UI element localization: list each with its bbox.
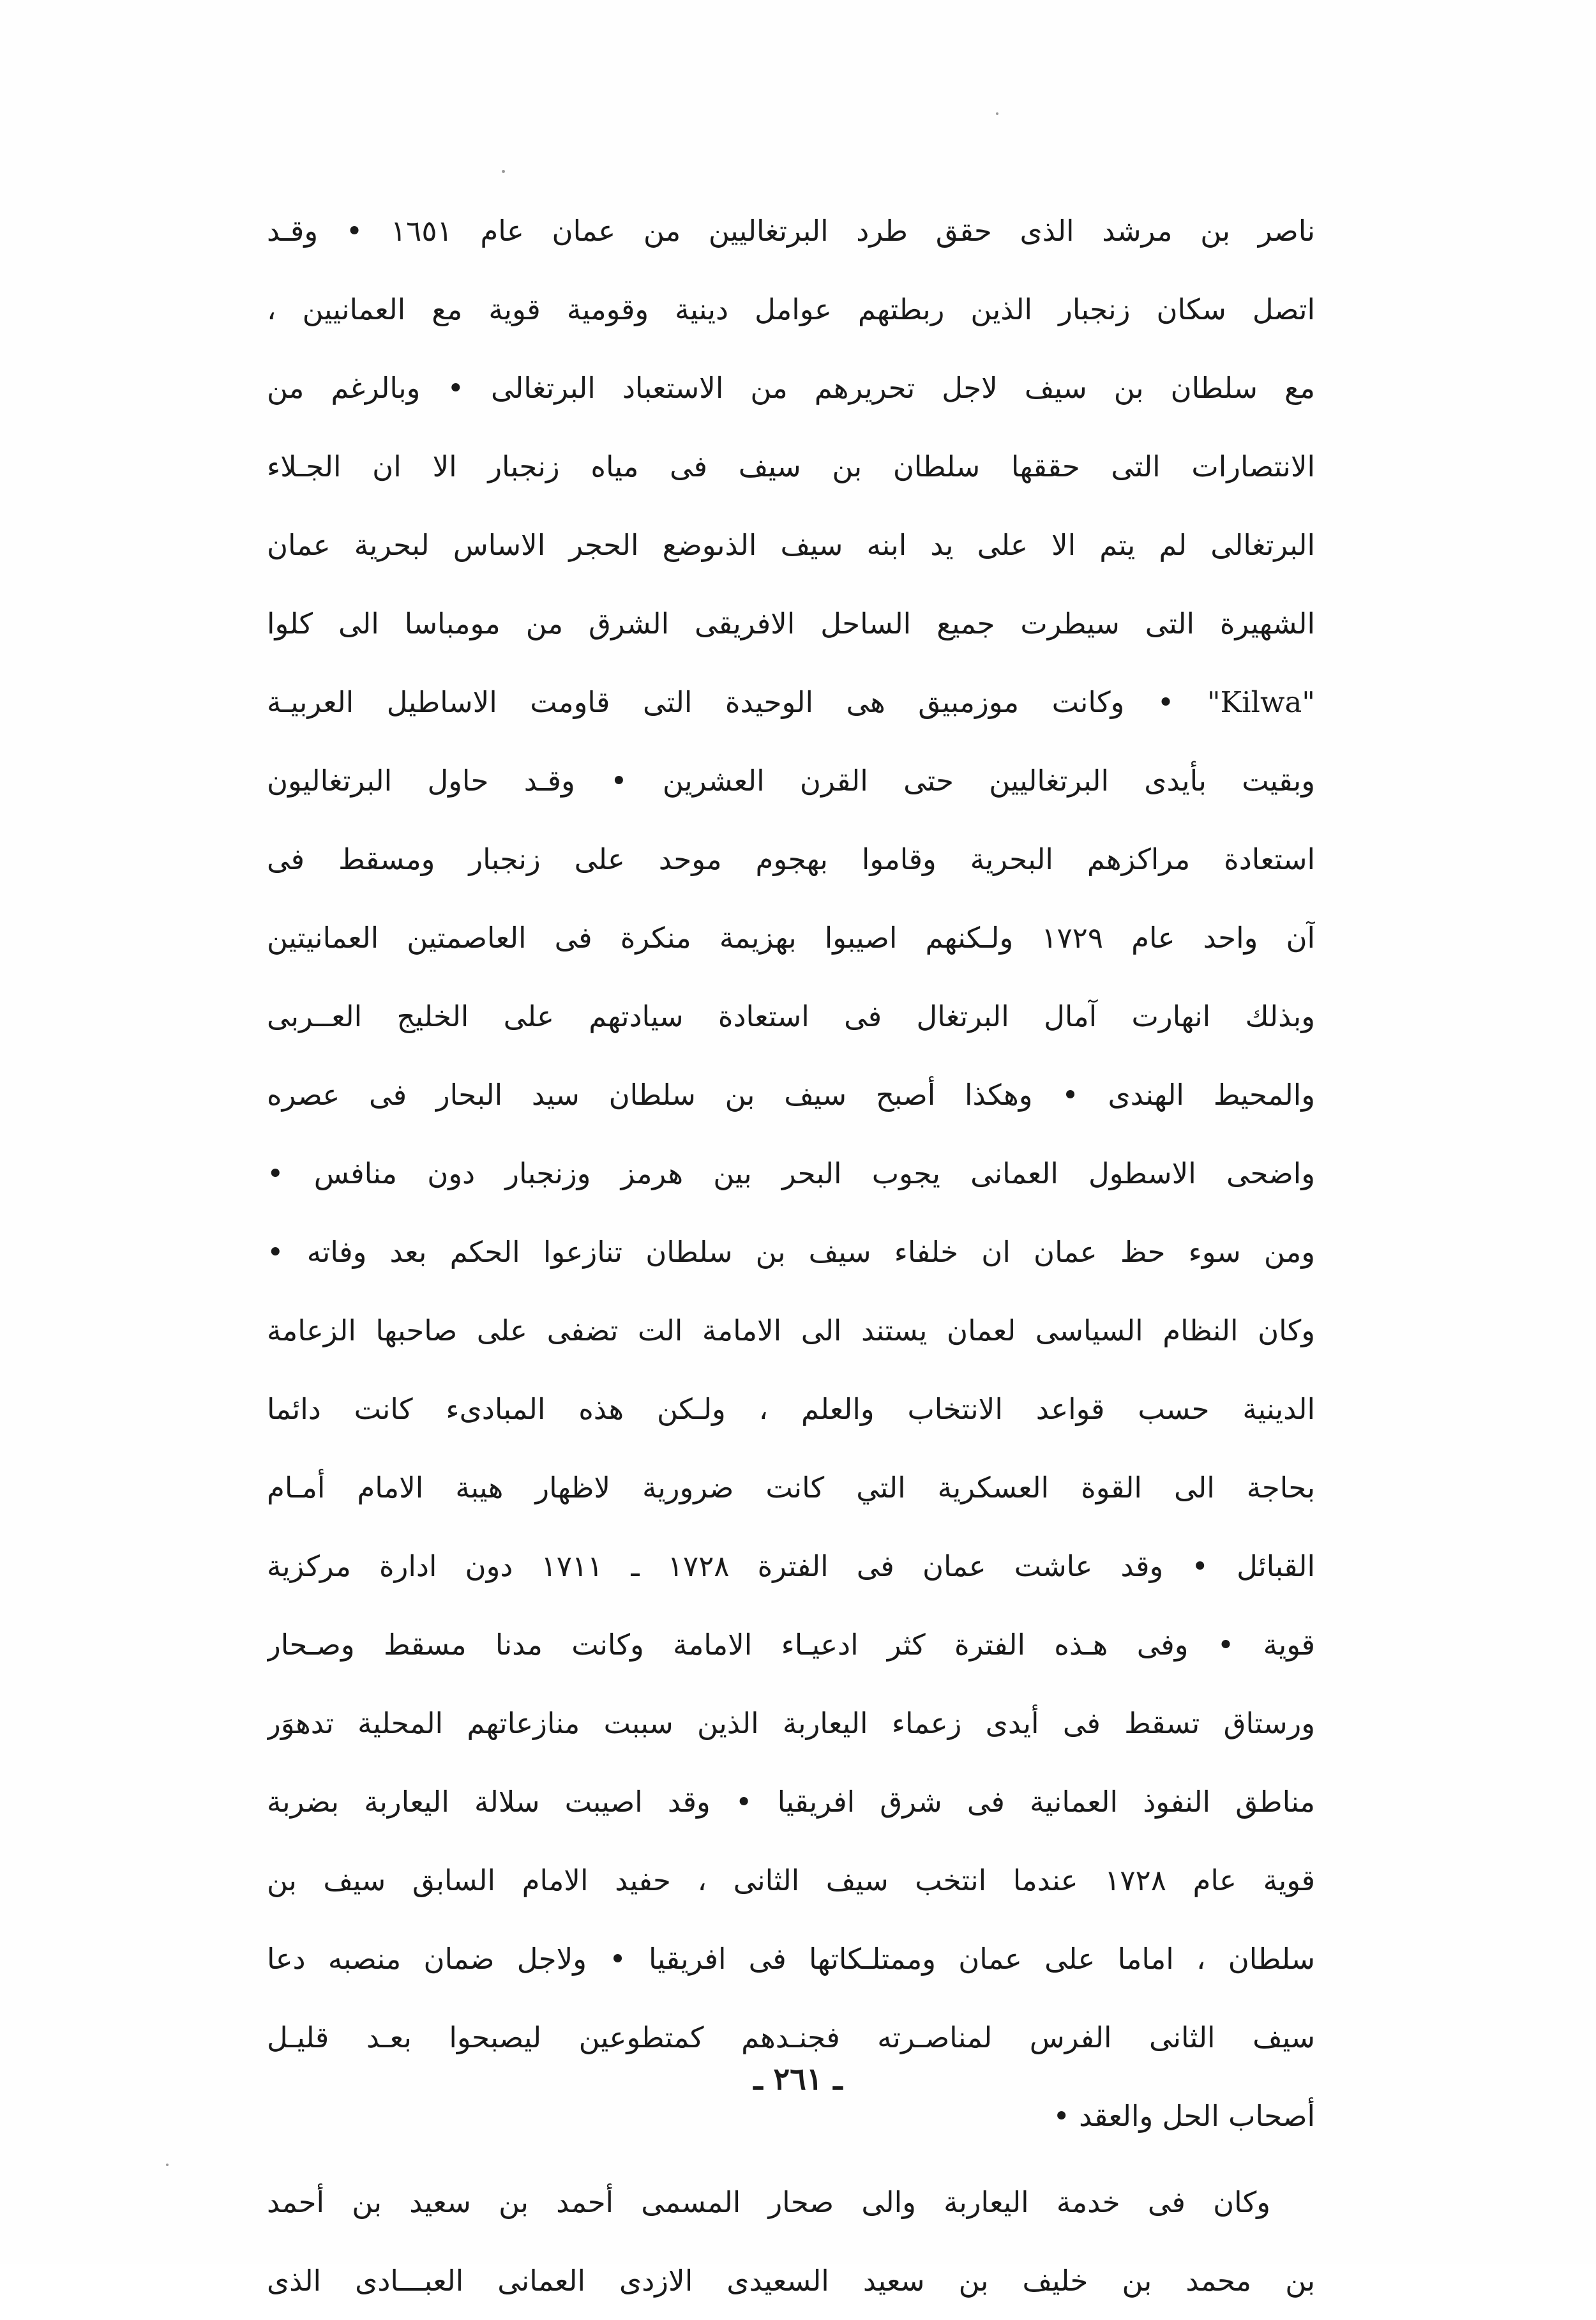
text-line: وكان النظام السياسى لعمان يستند الى الامامة الت تضفى على صاحبها الزعامة xyxy=(267,1314,1315,1347)
text-line: الدينية حسب قواعد الانتخاب والعلم ، ولـكن هذه المبادىء كانت دائما xyxy=(267,1392,1315,1426)
text-line: وكان فى خدمة اليعاربة والى صحار المسمى أحمد بن سعيد بن أحمد xyxy=(267,2185,1271,2219)
text-line: وبذلك انهارت آمال البرتغال فى استعادة سيادتهم على الخليج العــربى xyxy=(267,999,1315,1033)
paper-speck xyxy=(166,2164,169,2166)
text-line: اتصل سكان زنجبار الذين ربطتهم عوامل دينية وقومية قوية مع العمانيين ، xyxy=(267,292,1315,326)
text-line: ومن سوء حظ عمان ان خلفاء سيف بن سلطان تنازعوا الحكم بعد وفاته • xyxy=(267,1235,1315,1269)
text-line: قوية • وفى هـذه الفترة كثر ادعيـاء الامامة وكانت مدنا مسقط وصـحار xyxy=(267,1628,1315,1662)
body-text xyxy=(267,192,1315,2320)
page-number: ـ ٢٦١ ـ xyxy=(753,2061,843,2097)
text-line: قوية عام ١٧٢٨ عندما انتخب سيف الثانى ، حفيد الامام السابق سيف بن xyxy=(267,1863,1315,1897)
text-line: الشهيرة التى سيطرت جميع الساحل الافريقى الشرق من مومباسا الى كلوا xyxy=(267,607,1315,641)
text-line: البرتغالى لم يتم الا على يد ابنه سيف الذىوضع الحجر الاساس لبحرية عمان xyxy=(267,528,1315,562)
text-line: بحاجة الى القوة العسكرية التي كانت ضرورية لاظهار هيبة الامام أمـام xyxy=(267,1471,1315,1505)
text-line: أصحاب الحل والعقد • xyxy=(1053,2099,1315,2133)
text-line: القبائل • وقد عاشت عمان فى الفترة ١٧٢٨ ـ ١٧١١ دون ادارة مركزية xyxy=(267,1549,1315,1583)
text-line: بن محمد بن خليف بن سعيد السعيدى الازدى العمانى العبـــادى الذى xyxy=(267,2264,1315,2298)
text-line: مناطق النفوذ العمانية فى شرق افريقيا • وقد اصيبت سلالة اليعاربة بضربة xyxy=(267,1785,1315,1819)
text-line: سيف الثانى الفرس لمناصـرته فجنـدهم كمتطوعين ليصبحوا بعـد قليـل xyxy=(267,2021,1315,2054)
text-line: واضحى الاسطول العمانى يجوب البحر بين هرمز وزنجبار دون منافس • xyxy=(267,1156,1315,1190)
text-line: ورستاق تسقط فى أيدى زعماء اليعاربة الذين سببت منازعاتهم المحلية تدهوَر xyxy=(267,1706,1315,1740)
paragraph-gap xyxy=(267,2155,1315,2163)
paper-speck xyxy=(502,170,505,173)
text-line: سلطان ، اماما على عمان وممتلـكاتها فى افريقيا • ولاجل ضمان منصبه دعا xyxy=(267,1942,1315,1976)
text-line: الانتصارات التى حققها سلطان بن سيف فى مياه زنجبار الا ان الجـلاء xyxy=(267,450,1315,483)
text-line: ناصر بن مرشد الذى حقق طرد البرتغاليين من عمان عام ١٦٥١ • وقـد xyxy=(267,214,1315,248)
paragraph-2 xyxy=(267,2163,1315,2320)
paragraph-1 xyxy=(267,192,1315,2155)
paper-speck xyxy=(996,112,998,115)
text-line: آن واحد عام ١٧٢٩ ولـكنهم اصيبوا بهزيمة منكرة فى العاصمتين العمانيتين xyxy=(267,921,1315,955)
text-line: والمحيط الهندى • وهكذا أصبح سيف بن سلطان سيد البحار فى عصره xyxy=(267,1078,1315,1112)
text-line: استعادة مراكزهم البحرية وقاموا بهجوم موحد على زنجبار ومسقط فى xyxy=(267,842,1315,876)
text-line: "Kilwa" • وكانت موزمبيق هى الوحيدة التى قاومت الاساطيل العربيـة xyxy=(267,685,1315,719)
text-line: مع سلطان بن سيف لاجل تحريرهم من الاستعباد البرتغالى • وبالرغم من xyxy=(267,371,1315,405)
text-line: وبقيت بأيدى البرتغاليين حتى القرن العشرين • وقـد حاول البرتغاليون xyxy=(267,764,1315,798)
